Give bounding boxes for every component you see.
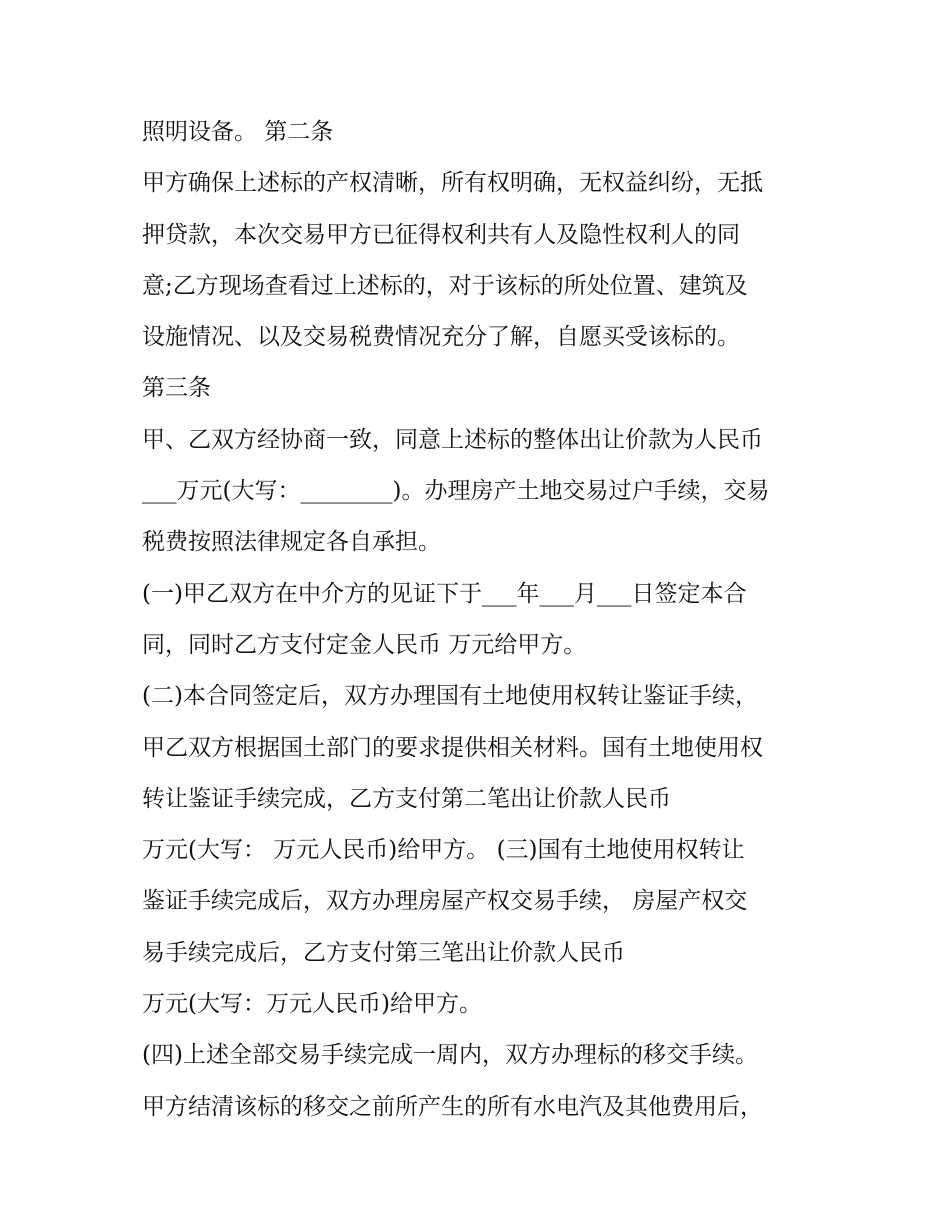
text-line: 甲乙双方根据国土部门的要求提供相关材料。国有土地使用权 xyxy=(142,734,763,761)
text-line: 同，同时乙方支付定金人民币 万元给甲方。 xyxy=(142,631,587,658)
contract-body xyxy=(142,107,822,1133)
section-heading: 第三条 xyxy=(142,375,211,402)
text-line: 设施情况、以及交易税费情况充分了解，自愿买受该标的。 xyxy=(142,324,740,351)
text-line: 万元(大写：万元人民币)给甲方。 xyxy=(142,991,482,1018)
text-line: 鉴证手续完成后，双方办理房屋产权交易手续， 房屋产权交 xyxy=(142,888,748,915)
text-line: (四)上述全部交易手续完成一周内，双方办理标的移交手续。 xyxy=(142,1042,758,1069)
text-line: 意;乙方现场查看过上述标的，对于该标的所处位置、建筑及 xyxy=(142,272,748,299)
text-line: 万元(大写： 万元人民币)给甲方。 (三)国有土地使用权转让 xyxy=(142,837,745,864)
text-line: ___万元(大写：________)。办理房产土地交易过户手续，交易 xyxy=(142,478,770,505)
text-line: (二)本合同签定后，双方办理国有土地使用权转让鉴证手续， xyxy=(142,683,758,710)
text-line: 转让鉴证手续完成，乙方支付第二笔出让价款人民币 xyxy=(142,785,671,812)
text-line: 甲方结清该标的移交之前所产生的所有水电汽及其他费用后， xyxy=(142,1093,763,1120)
text-line: 税费按照法律规定各自承担。 xyxy=(142,529,441,556)
text-line: (一)甲乙双方在中介方的见证下于___年___月___日签定本合 xyxy=(142,580,747,607)
text-line: 甲、乙双方经协商一致，同意上述标的整体出让价款为人民币 xyxy=(142,426,763,453)
text-line: 照明设备。 第二条 xyxy=(142,119,334,145)
text-line: 押贷款，本次交易甲方已征得权利共有人及隐性权利人的同 xyxy=(142,221,740,248)
text-line: 甲方确保上述标的产权清晰，所有权明确，无权益纠纷，无抵 xyxy=(142,170,763,197)
text-line: 易手续完成后，乙方支付第三笔出让价款人民币 xyxy=(142,939,625,966)
